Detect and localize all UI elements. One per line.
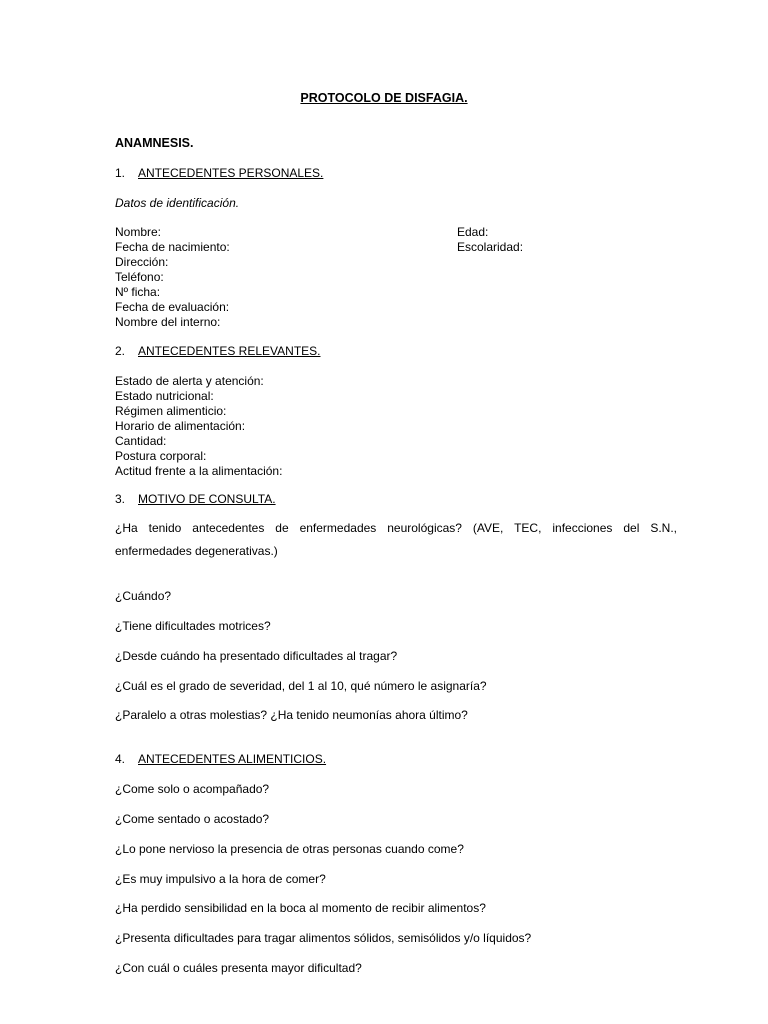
field-cantidad: Cantidad: xyxy=(115,434,167,448)
section-4-heading xyxy=(115,752,326,766)
neurological-question-line-2: enfermedades degenerativas.) xyxy=(115,544,278,558)
question-cuando: ¿Cuándo? xyxy=(115,589,172,603)
field-fecha-nacimiento: Fecha de nacimiento: xyxy=(115,240,230,254)
section-3-title: MOTIVO DE CONSULTA. xyxy=(138,492,276,506)
field-nombre-interno: Nombre del interno: xyxy=(115,315,221,329)
field-nombre: Nombre: xyxy=(115,225,162,239)
question-sensibilidad: ¿Ha perdido sensibilidad en la boca al momento de recibir alimentos? xyxy=(115,901,486,915)
field-ficha: Nº ficha: xyxy=(115,285,161,299)
field-telefono: Teléfono: xyxy=(115,270,164,284)
field-estado-alerta: Estado de alerta y atención: xyxy=(115,374,264,388)
field-fecha-evaluacion: Fecha de evaluación: xyxy=(115,300,230,314)
question-sentado-acostado: ¿Come sentado o acostado? xyxy=(115,812,270,826)
section-1-number: 1. xyxy=(115,166,126,180)
question-mayor-dificultad: ¿Con cuál o cuáles presenta mayor dificultad? xyxy=(115,961,362,975)
section-2-title: ANTECEDENTES RELEVANTES. xyxy=(138,344,321,358)
field-edad: Edad: xyxy=(457,225,489,239)
field-regimen-alimenticio: Régimen alimenticio: xyxy=(115,404,227,418)
question-dificultades-motrices: ¿Tiene dificultades motrices? xyxy=(115,619,271,633)
question-nervioso: ¿Lo pone nervioso la presencia de otras personas cuando come? xyxy=(115,842,464,856)
identification-fields-right xyxy=(457,225,523,255)
field-escolaridad: Escolaridad: xyxy=(457,240,524,254)
section-3-number: 3. xyxy=(115,492,126,506)
field-direccion: Dirección: xyxy=(115,255,169,269)
section-1-title: ANTECEDENTES PERSONALES. xyxy=(138,166,324,180)
section-2-heading xyxy=(115,344,320,358)
question-otras-molestias: ¿Paralelo a otras molestias? ¿Ha tenido neumonías ahora último? xyxy=(115,708,468,722)
neurological-question xyxy=(115,517,677,563)
section-3-heading xyxy=(115,492,276,506)
question-impulsivo: ¿Es muy impulsivo a la hora de comer? xyxy=(115,872,326,886)
question-dificultades-tragar: ¿Presenta dificultades para tragar alimentos sólidos, semisólidos y/o líquidos? xyxy=(115,931,532,945)
question-desde-cuando: ¿Desde cuándo ha presentado dificultades al tragar? xyxy=(115,649,398,663)
question-solo-acompanado: ¿Come solo o acompañado? xyxy=(115,782,270,796)
neurological-question-line-1: ¿Ha tenido antecedentes de enfermedades neurológicas? (AVE, TEC, infecciones del S.N., xyxy=(115,521,677,535)
section-1-heading xyxy=(115,166,323,180)
field-actitud-alimentacion: Actitud frente a la alimentación: xyxy=(115,464,283,478)
identification-subtitle: Datos de identificación. xyxy=(115,196,240,210)
section-4-title: ANTECEDENTES ALIMENTICIOS. xyxy=(138,752,327,766)
anamnesis-heading: ANAMNESIS. xyxy=(115,136,194,150)
question-severidad: ¿Cuál es el grado de severidad, del 1 al 10, qué número le asignaría? xyxy=(115,679,487,693)
identification-fields xyxy=(115,225,230,330)
section-4-number: 4. xyxy=(115,752,126,766)
field-estado-nutricional: Estado nutricional: xyxy=(115,389,214,403)
section-2-number: 2. xyxy=(115,344,126,358)
relevant-fields xyxy=(115,374,282,479)
document-title: PROTOCOLO DE DISFAGIA. xyxy=(300,91,468,105)
field-horario-alimentacion: Horario de alimentación: xyxy=(115,419,246,433)
field-postura-corporal: Postura corporal: xyxy=(115,449,207,463)
